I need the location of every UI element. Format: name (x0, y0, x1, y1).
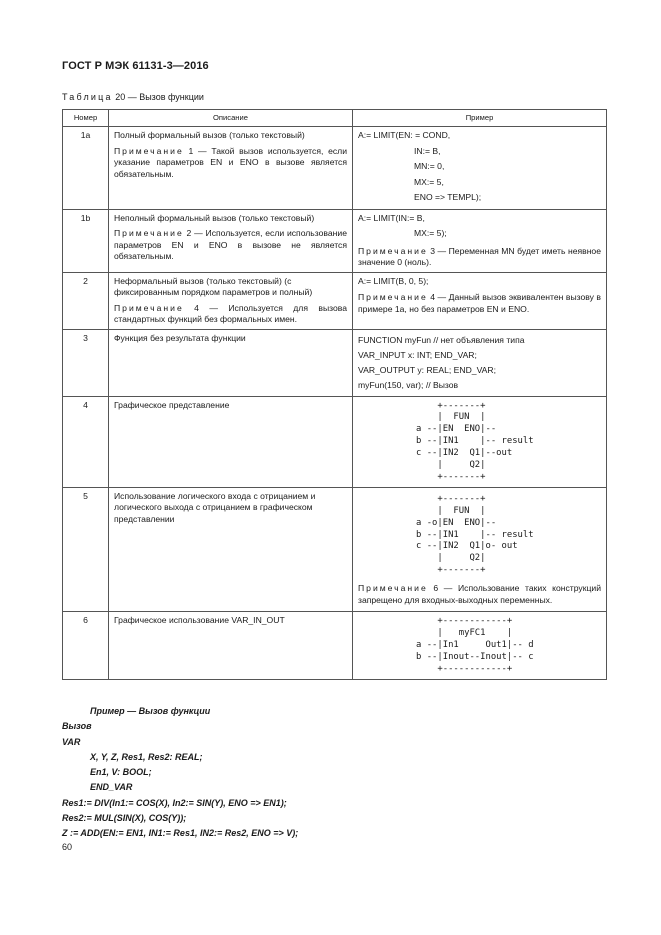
note-text: 6 — Использование таких конструкций запрещено для входных-выходных переменных. (358, 583, 601, 605)
row-example (353, 396, 607, 487)
example-line: A:= LIMIT(B, 0, 5); (358, 275, 429, 286)
row-example (353, 487, 607, 611)
description-text: Графическое использование VAR_IN_OUT (114, 615, 285, 626)
row-number: 1b (63, 209, 109, 272)
header-description: Описание (109, 110, 353, 127)
row-description (109, 396, 353, 487)
example-line: MX:= 5); (414, 228, 447, 238)
description-note (114, 146, 347, 181)
example-line: FUNCTION myFun // нет объявления типа (358, 334, 525, 345)
description-text: Использование логического входа с отрицанием и логического выхода с отрицанием в графическом представлении (114, 490, 316, 524)
code-line: En1, V: BOOL; (90, 767, 152, 778)
page-number: 60 (62, 842, 73, 852)
document-header: ГОСТ Р МЭК 61131-3—2016 (62, 60, 209, 72)
header-number: Номер (63, 110, 109, 127)
note-text: 1 — Такой вызов используется, если указание параметров EN и ENO в вызове является обязательным. (114, 145, 347, 179)
table-row (63, 209, 607, 272)
example-heading: Пример — Вызов функции (90, 706, 211, 716)
example-line: VAR_OUTPUT y: REAL; END_VAR; (358, 364, 497, 375)
row-number: 3 (63, 329, 109, 396)
note-label: Примечание (358, 245, 428, 256)
row-number: 1a (63, 127, 109, 210)
example-note (358, 583, 601, 606)
example-line: MX:= 5, (414, 176, 444, 187)
note-label: Примечание (358, 292, 428, 302)
fun-negated-diagram: +-------+ | FUN | a -o|EN ENO|-- b --|IN1 |-- result c --|IN2 Q1|o- out | Q2| +-------+ (416, 493, 534, 576)
example-note (358, 292, 601, 315)
table-caption (62, 92, 204, 102)
note-text: 3 — Переменная MN будет иметь неявное значение 0 (ноль). (358, 245, 601, 267)
row-number: 5 (63, 487, 109, 611)
example-line: VAR_INPUT x: INT; END_VAR; (358, 349, 477, 360)
description-text: Неполный формальный вызов (только текстовый) (114, 212, 315, 223)
code-line: Res1:= DIV(In1:= COS(X), In2:= SIN(Y), ENO => EN1); (62, 797, 287, 808)
row-description (109, 487, 353, 611)
example-line: ENO => TEMPL); (414, 192, 482, 202)
var-in-out-diagram: +------------+ | myFC1 | a --|In1 Out1|-- d b --|Inout--Inout|-- c +------------+ (416, 616, 534, 674)
caption-rest: 20 — Вызов функции (112, 92, 204, 102)
note-text: 4 — Данный вызов эквивалентен вызову в примере 1a, но без параметров EN и ENO. (358, 292, 601, 314)
row-number: 6 (63, 612, 109, 680)
note-label: Примечание (114, 302, 184, 313)
code-line: Z := ADD(EN:= EN1, IN1:= Res1, IN2:= Res2, ENO => V); (62, 828, 299, 839)
row-example (353, 612, 607, 680)
table-row (63, 396, 607, 487)
row-number: 4 (63, 396, 109, 487)
note-label: Примечание (114, 145, 184, 156)
fun-block-diagram: +-------+ | FUN | a --|EN ENO|-- b --|IN1 |-- result c --|IN2 Q1|--out | Q2| +-------+ (416, 400, 534, 482)
table-row (63, 329, 607, 396)
caption-word: Таблица (62, 92, 113, 102)
description-text: Функция без результата функции (114, 332, 246, 343)
description-note (114, 303, 347, 326)
function-call-table (62, 109, 607, 680)
table-row (63, 272, 607, 329)
row-example (353, 329, 607, 396)
table-row (63, 127, 607, 210)
example-line: A:= LIMIT(EN: = COND, (358, 130, 451, 140)
row-number: 2 (63, 272, 109, 329)
row-description (109, 272, 353, 329)
row-description (109, 612, 353, 680)
example-note (358, 246, 601, 269)
row-description (109, 329, 353, 396)
code-line: X, Y, Z, Res1, Res2: REAL; (90, 751, 203, 762)
header-example: Пример (353, 110, 607, 127)
row-example (353, 272, 607, 329)
description-note (114, 228, 347, 263)
code-line: VAR (62, 736, 81, 747)
row-example (353, 209, 607, 272)
code-line: Res2:= MUL(SIN(X), COS(Y)); (62, 813, 187, 824)
description-text: Неформальный вызов (только текстовый) (с фиксированным порядком параметров и полный) (114, 275, 313, 297)
note-label: Примечание (114, 228, 184, 238)
example-line: MN:= 0, (414, 161, 445, 171)
row-description (109, 209, 353, 272)
note-label: Примечание (358, 583, 428, 594)
row-description (109, 127, 353, 210)
example-line: IN:= B, (414, 145, 441, 156)
table-row (63, 487, 607, 611)
example-code-block (62, 704, 298, 842)
description-text: Графическое представление (114, 399, 230, 410)
code-line: Вызов (62, 721, 92, 732)
table-row (63, 612, 607, 680)
description-text: Полный формальный вызов (только текстовый) (114, 130, 305, 140)
example-line: A:= LIMIT(IN:= B, (358, 212, 425, 223)
note-text: 4 — Используется для вызова стандартных функций без формальных имен. (114, 302, 347, 324)
example-line: myFun(150, var); // Вызов (358, 379, 459, 390)
table-header-row (63, 110, 607, 127)
row-example (353, 127, 607, 210)
note-text: 2 — Используется, если использование параметров EN и ENO в вызове не является обязательным. (114, 228, 347, 261)
code-line: END_VAR (90, 782, 133, 793)
